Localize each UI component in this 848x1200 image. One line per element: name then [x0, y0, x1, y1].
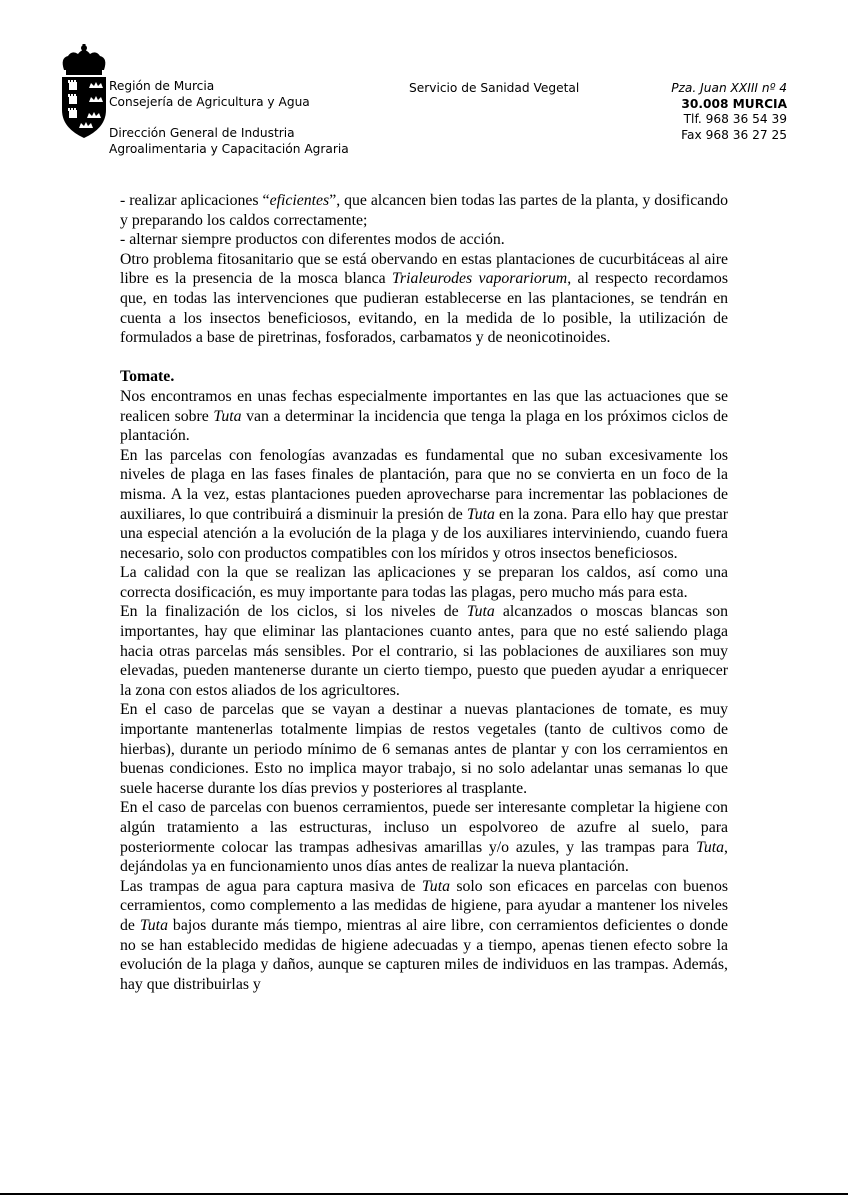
letterhead — [0, 0, 848, 170]
paragraph-advanced-phenology: En las parcelas con fenologías avanzadas es fundamental que no suban excesivamente los niveles de plaga en las fases finales de plantación, para que no se convierta en un foco de la misma. A la vez, estas plantaciones pueden aprovecharse para incrementar las poblaciones de auxiliares, lo que contribuirá a disminuir la presión de Tuta en la zona. Para ello hay que prestar una especial atención a la evolución de la plaga y de los auxiliares interviniendo, cuando fuera necesario, solo con productos compatibles con los míridos y otros insectos beneficiosos. — [120, 446, 728, 562]
paragraph-new-plantations: En el caso de parcelas que se vayan a destinar a nuevas plantaciones de tomate, es muy importante mantenerlas totalmente limpias de restos vegetales (tanto de cultivos como de hierbas), durante un periodo mínimo de 6 semanas antes de plantar y con los cerramientos en buenas condiciones. Esto no implica mayor trabajo, si no solo adelantar unas semanas lo que suele hacerse durante los días previos y posteriores al trasplante. — [120, 701, 728, 797]
address-city: 30.008 MURCIA — [681, 96, 787, 111]
paragraph-application-quality: La calidad con la que se realizan las aplicaciones y se preparan los caldos, así como una correcta dosificación, es muy importante para todas las plagas, pero mucho más para esta. — [120, 564, 728, 601]
paragraph-tuta-dates: Nos encontramos en unas fechas especialmente importantes en las que las actuaciones que se realicen sobre Tuta van a determinar la incidencia que tenga la plaga en los próximos ciclos de plantación. — [120, 387, 728, 445]
org-line-1: Región de Murcia — [109, 79, 215, 93]
phone-number: Tlf. 968 36 54 39 — [683, 112, 787, 126]
paragraph-good-enclosures: En el caso de parcelas con buenos cerramientos, puede ser interesante completar la higiene con algún tratamiento a las estructuras, incluso un espolvoreo de azufre al suelo, para posteriormente colocar las trampas adhesivas amarillas y/o azules, y las trampas para Tuta, dejándolas ya en funcionamiento unos días antes de realizar la nueva plantación. — [120, 799, 728, 876]
service-name: Servicio de Sanidad Vegetal — [409, 81, 580, 95]
bullet-alternate-products: - alternar siempre productos con diferentes modos de acción. — [120, 231, 505, 249]
department-name — [109, 126, 349, 157]
address-block — [671, 81, 787, 143]
paragraph-water-traps: Las trampas de agua para captura masiva de Tuta solo son eficaces en parcelas con buenos cerramientos, como complemento a las medidas de higiene, para ayudar a mantener los niveles de Tuta bajos durante más tiempo, mientras al aire libre, con cerramientos deficientes o donde no se han establecido medidas de higiene adecuadas y a tiempo, apenas tienen efecto sobre la evolución de la plaga y daños, aunque se capturen miles de individuos en las trampas. Además, hay que distribuirlas y — [120, 877, 729, 993]
bullet-efficient-applications: - realizar aplicaciones “eficientes”, que alcancen bien todas las partes de la planta, y dosificando y preparando los caldos correctamente; — [120, 192, 729, 229]
org-line-2: Consejería de Agricultura y Agua — [109, 94, 310, 109]
address-street: Pza. Juan XXIII nº 4 — [671, 81, 787, 95]
dept-line-1: Dirección General de Industria — [109, 126, 295, 140]
paragraph-gap — [120, 348, 728, 368]
paragraph-cycle-end: En la finalización de los ciclos, si los niveles de Tuta alcanzados o moscas blancas son importantes, hay que eliminar las plantaciones cuanto antes, para que no esté saliendo plaga hacia otras parcelas más sensibles. Por el contrario, si las poblaciones de auxiliares son muy elevadas, pueden mantenerse durante un cierto tiempo, puesto que pueden ayudar a enriquecer la zona con estos aliados de los agricultores. — [120, 603, 729, 699]
fax-number: Fax 968 36 27 25 — [681, 127, 787, 142]
organization-name — [109, 79, 310, 110]
document-body — [120, 191, 728, 994]
paragraph-whitefly: Otro problema fitosanitario que se está obervando en estas plantaciones de cucurbitáceas al aire libre es la presencia de la mosca blanca Trialeurodes vaporariorum, al respecto recordamos que, en todas las intervenciones que pudieran establecerse en las plantaciones, se tendrán en cuenta a los insectos beneficiosos, evitando, en la medida de lo posible, la utilización de formulados a base de piretrinas, fosforados, carbamatos y de neonicotinoides. — [120, 250, 728, 347]
page-edge-divider — [0, 1193, 848, 1195]
dept-line-2: Agroalimentaria y Capacitación Agraria — [109, 141, 349, 156]
murcia-coat-of-arms-icon — [58, 44, 110, 140]
section-heading-tomate: Tomate. — [120, 368, 175, 386]
